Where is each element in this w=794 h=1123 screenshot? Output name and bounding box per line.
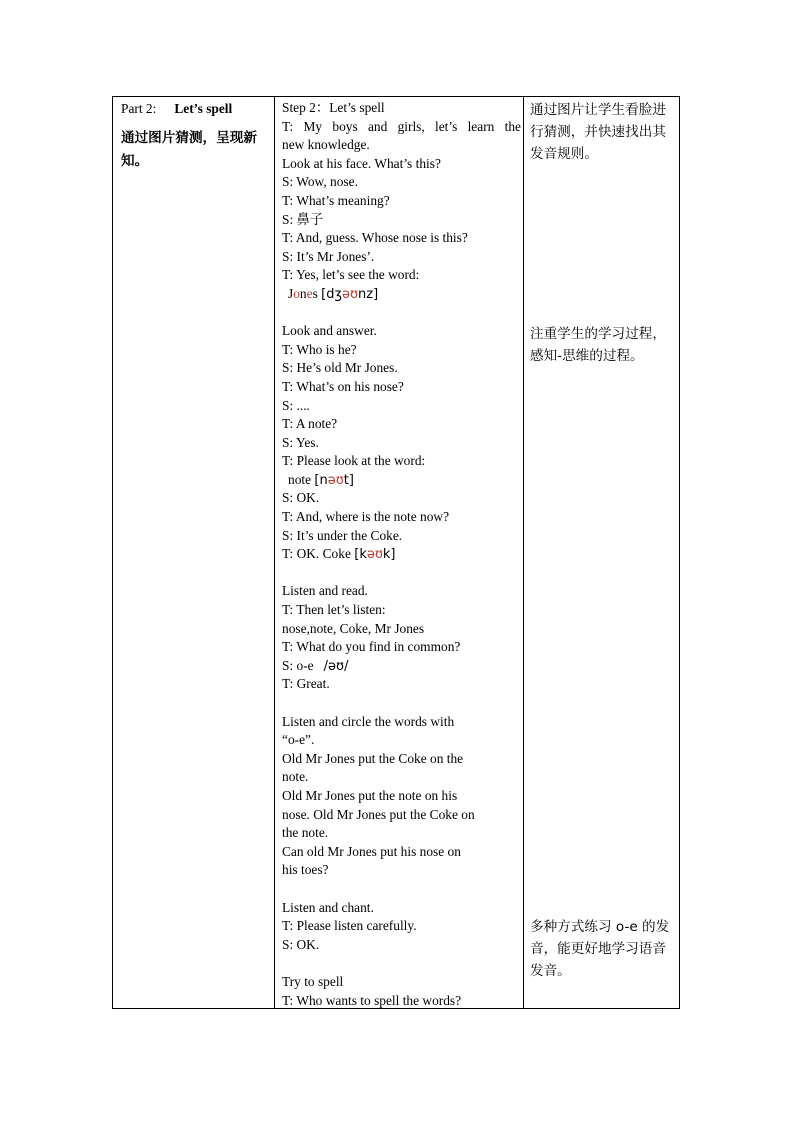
word-coke: T: OK. Coke [kəʊk] [282, 546, 396, 563]
step-line: T: Then let’s listen: [282, 602, 386, 618]
step-line: T: Please look at the word: [282, 453, 426, 469]
step-line: T: Yes, let’s see the word: [282, 267, 420, 283]
step-heading: Look and answer. [282, 323, 377, 339]
step-line: S: It’s under the Coke. [282, 527, 403, 543]
step-line: Old Mr Jones put the Coke on the [282, 750, 464, 766]
part-label: Part 2: [121, 101, 157, 116]
word-note: note [nəʊt] [288, 471, 354, 488]
steps-cell [274, 97, 523, 1008]
step-line: S: o-e /əʊ/ [282, 657, 349, 674]
design-note: 注重学生的学习过程，感知-思维的过程。 [530, 326, 666, 364]
step-line: T: My boys and girls, let’s learn the [282, 118, 521, 134]
step-line: T: What’s on his nose? [282, 378, 404, 394]
step-line: T: Great. [282, 676, 330, 692]
step-line: S: It’s Mr Jones’. [282, 248, 375, 264]
part-cell [113, 97, 274, 1008]
step-heading: Step 2：Let’s spell [282, 100, 385, 115]
step-line: T: And, where is the note now? [282, 509, 450, 525]
step-line: Look at his face. What’s this? [282, 155, 441, 171]
step-line: S: 鼻子 [282, 211, 324, 227]
step-heading: Listen and chant. [282, 899, 374, 915]
part-heading [121, 100, 274, 118]
step-line: new knowledge. [282, 137, 370, 153]
step-line: his toes? [282, 862, 329, 878]
step-line: S: .... [282, 397, 310, 413]
lesson-table [112, 96, 680, 1009]
step-line: S: OK. [282, 936, 320, 952]
teaching-method: 通过图片猜测，呈现新知。 [121, 130, 257, 169]
step-line: S: Yes. [282, 434, 319, 450]
step-line: Can old Mr Jones put his nose on [282, 843, 461, 859]
phonetic: [nəʊt] [314, 472, 354, 488]
step-heading: Try to spell [282, 973, 344, 989]
step-line: nose. Old Mr Jones put the Coke on [282, 806, 475, 822]
phonetic: [dʒəʊnz] [321, 286, 379, 302]
phonetic: [kəʊk] [354, 547, 396, 563]
part-title: Let’s spell [174, 101, 233, 116]
step-line: the note. [282, 825, 329, 841]
step-line: S: OK. [282, 490, 320, 506]
step-line: Old Mr Jones put the note on his [282, 787, 458, 803]
step-heading: Listen and circle the words with [282, 713, 455, 729]
step-line: T: Who wants to spell the words? [282, 992, 462, 1008]
step-line: nose,note, Coke, Mr Jones [282, 620, 425, 636]
word-jones: Jones [dʒəʊnz] [288, 285, 379, 302]
step-line: note. [282, 769, 309, 785]
step-line: S: Wow, nose. [282, 174, 358, 190]
design-note: 通过图片让学生看脸进行猜测，并快速找出其发音规则。 [530, 102, 666, 162]
step-line: S: He’s old Mr Jones. [282, 360, 398, 376]
step-heading: Listen and read. [282, 583, 368, 599]
step-line: T: Who is he? [282, 341, 357, 357]
step-line: T: Please listen carefully. [282, 918, 417, 934]
step-line: T: What’s meaning? [282, 192, 390, 208]
design-note: 多种方式练习 o-e 的发音，能更好地学习语音发音。 [530, 919, 670, 979]
notes-cell [523, 97, 680, 1008]
step-line: T: What do you find in common? [282, 639, 461, 655]
step-line: T: And, guess. Whose nose is this? [282, 230, 468, 246]
step-line: “o-e”. [282, 732, 315, 748]
step-line: T: A note? [282, 416, 338, 432]
